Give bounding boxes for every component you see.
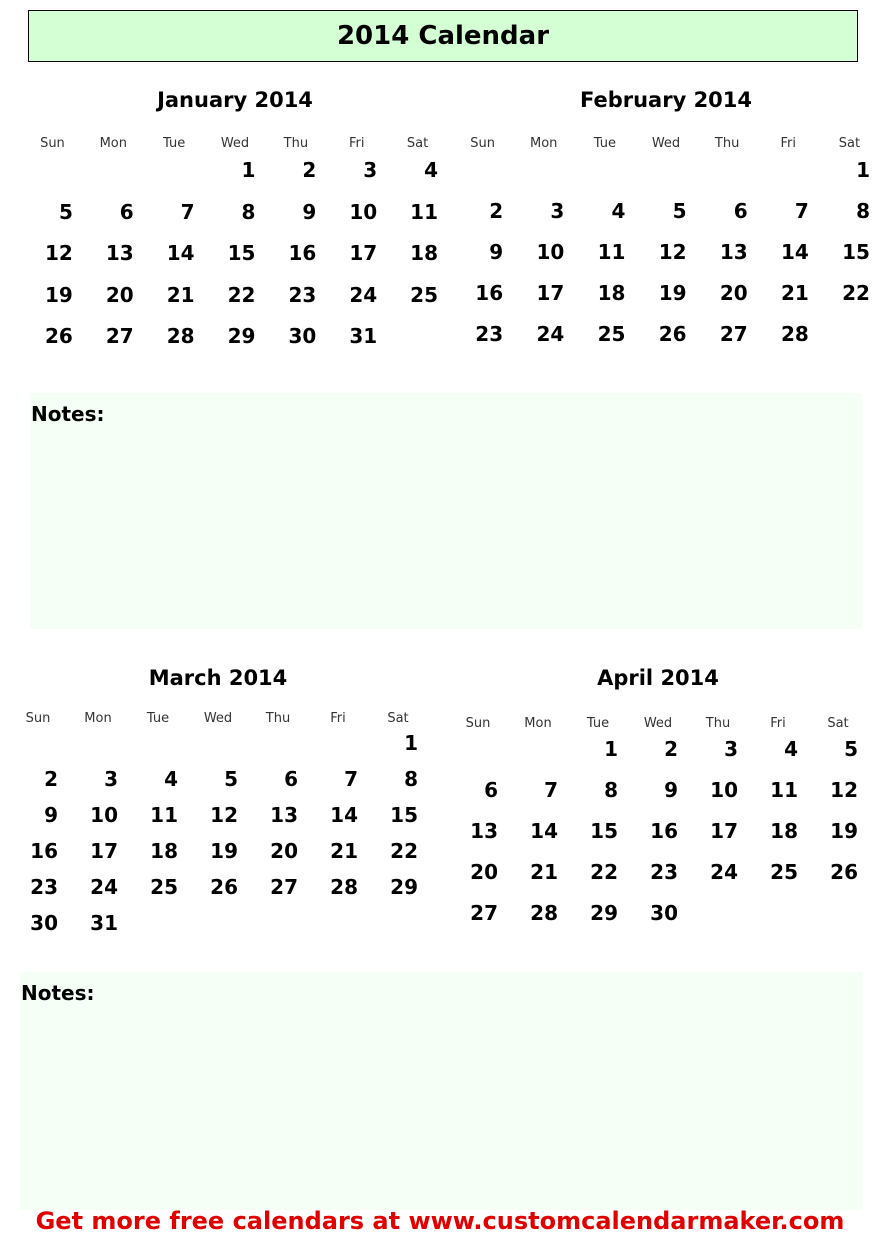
weekday-label: Thu: [283, 136, 309, 151]
week-row: [8, 767, 428, 791]
day-cell: 22: [590, 860, 618, 884]
day-cell: 11: [410, 199, 439, 224]
day-cell: 6: [733, 199, 748, 223]
weekday-label: Tue: [163, 136, 186, 151]
day-cell: 16: [288, 241, 317, 265]
day-cell: 4: [784, 737, 798, 761]
day-cell: 15: [842, 240, 870, 264]
day-cell: 14: [166, 241, 195, 265]
day-cell: 3: [363, 158, 378, 182]
day-cell: 23: [650, 860, 678, 884]
week-row: [448, 860, 868, 884]
day-cell: 11: [597, 240, 626, 264]
day-cell: 10: [536, 240, 565, 264]
day-cell: 28: [330, 875, 358, 899]
day-cell: 8: [241, 199, 256, 224]
day-cell: [448, 737, 508, 761]
week-row: [8, 731, 428, 755]
notes-area[interactable]: [30, 393, 862, 629]
day-cell: 26: [830, 860, 858, 884]
day-cell: 19: [830, 819, 858, 843]
day-cell: 4: [164, 767, 178, 791]
day-cell: 7: [180, 199, 195, 224]
day-cell: 25: [770, 860, 798, 884]
day-cell: [83, 158, 144, 182]
weekday-header-row: [448, 716, 868, 731]
day-cell: [68, 731, 128, 755]
day-cell: [688, 901, 748, 925]
page-title: 2014 Calendar: [28, 10, 858, 62]
day-cell: 5: [672, 199, 687, 223]
day-cell: [697, 158, 758, 182]
day-cell: 13: [719, 240, 748, 264]
day-cell: 26: [658, 322, 687, 346]
weekday-label: Sun: [25, 711, 51, 726]
week-row: [22, 158, 448, 182]
week-row: [22, 324, 448, 348]
day-cell: 15: [227, 241, 256, 265]
day-cell: 1: [604, 737, 618, 761]
day-cell: 6: [484, 778, 498, 802]
day-cell: 18: [150, 839, 178, 863]
day-cell: [748, 901, 808, 925]
day-cell: 20: [719, 281, 748, 305]
week-row: [448, 737, 868, 761]
day-cell: [248, 911, 308, 935]
day-cell: 6: [284, 767, 298, 791]
day-cell: 21: [781, 281, 809, 305]
weekday-label: Fri: [348, 136, 365, 151]
day-cell: 1: [404, 731, 418, 755]
day-cell: 30: [650, 901, 678, 925]
day-cell: 17: [710, 819, 738, 843]
day-cell: 14: [330, 803, 358, 827]
day-cell: 23: [288, 282, 317, 307]
month-title: April 2014: [597, 666, 719, 690]
day-cell: 26: [210, 875, 238, 899]
day-cell: 30: [30, 911, 58, 935]
day-cell: 3: [104, 767, 118, 791]
weekday-header-row: [22, 136, 448, 151]
day-cell: [8, 731, 68, 755]
week-row: [8, 839, 428, 863]
weekday-label: Thu: [705, 716, 731, 731]
weekday-label: Thu: [265, 711, 291, 726]
day-cell: 9: [302, 199, 317, 224]
day-cell: 23: [475, 322, 504, 346]
day-cell: [513, 158, 574, 182]
day-cell: 27: [270, 875, 298, 899]
day-cell: [308, 731, 368, 755]
day-cell: 28: [530, 901, 558, 925]
day-cell: [188, 911, 248, 935]
day-cell: 24: [710, 860, 738, 884]
day-cell: 13: [270, 803, 298, 827]
day-cell: 12: [45, 241, 73, 265]
day-cell: 27: [470, 901, 498, 925]
day-cell: [144, 158, 205, 182]
day-cell: 29: [227, 324, 256, 348]
day-cell: 4: [424, 158, 439, 182]
day-cell: 14: [781, 240, 809, 264]
weekday-label: Wed: [203, 711, 233, 726]
month-february: [452, 88, 880, 363]
day-cell: [368, 911, 428, 935]
day-cell: 29: [590, 901, 618, 925]
day-cell: 18: [770, 819, 798, 843]
day-cell: 23: [30, 875, 58, 899]
month-april: [448, 666, 868, 946]
weekday-label: Wed: [220, 136, 250, 151]
day-cell: 5: [58, 199, 73, 224]
week-row: [448, 901, 868, 925]
day-cell: 19: [45, 282, 73, 307]
day-cell: 17: [349, 241, 378, 265]
day-cell: 10: [349, 199, 378, 224]
day-cell: [808, 901, 868, 925]
weekday-label: Mon: [84, 711, 112, 726]
day-cell: 16: [30, 839, 58, 863]
notes-area[interactable]: [20, 972, 862, 1210]
day-cell: 3: [550, 199, 565, 223]
day-cell: 3: [724, 737, 738, 761]
day-cell: 27: [105, 324, 134, 348]
day-cell: [758, 158, 819, 182]
day-cell: 20: [270, 839, 298, 863]
day-cell: 17: [536, 281, 565, 305]
day-cell: [22, 158, 83, 182]
day-cell: [248, 731, 308, 755]
month-title: March 2014: [148, 666, 288, 690]
weekday-header-row: [452, 136, 880, 151]
week-row: [8, 911, 428, 935]
day-cell: 22: [842, 281, 870, 305]
weekday-label: Fri: [770, 716, 786, 731]
week-row: [452, 199, 880, 223]
day-cell: 5: [224, 767, 238, 791]
day-cell: 21: [530, 860, 558, 884]
month-january: [22, 88, 448, 363]
day-cell: 25: [150, 875, 178, 899]
day-cell: 12: [830, 778, 858, 802]
week-row: [452, 158, 880, 182]
day-cell: 14: [530, 819, 558, 843]
day-cell: 2: [302, 158, 317, 182]
day-cell: 9: [44, 803, 58, 827]
day-cell: 15: [590, 819, 618, 843]
day-cell: 2: [489, 199, 504, 223]
day-cell: 22: [390, 839, 418, 863]
week-row: [448, 819, 868, 843]
day-cell: 6: [119, 199, 134, 224]
day-cell: [128, 911, 188, 935]
notes-label: Notes:: [21, 981, 95, 1005]
week-row: [8, 875, 428, 899]
weekday-label: Mon: [524, 716, 552, 731]
weekday-label: Sun: [40, 136, 65, 151]
day-cell: 5: [844, 737, 858, 761]
weekday-label: Tue: [586, 716, 610, 731]
day-cell: [452, 158, 513, 182]
weekday-label: Sun: [465, 716, 491, 731]
day-cell: 30: [288, 324, 317, 348]
day-cell: 9: [489, 240, 504, 264]
day-cell: 7: [544, 778, 558, 802]
day-cell: 11: [150, 803, 178, 827]
day-cell: 21: [330, 839, 358, 863]
week-row: [22, 241, 448, 265]
day-cell: 18: [410, 241, 439, 265]
day-cell: 13: [470, 819, 498, 843]
day-cell: 31: [90, 911, 118, 935]
weekday-label: Tue: [593, 136, 616, 151]
weekday-label: Sat: [387, 711, 409, 726]
day-cell: [387, 324, 448, 348]
day-cell: 8: [604, 778, 618, 802]
day-cell: 7: [794, 199, 809, 223]
day-cell: 12: [210, 803, 238, 827]
day-cell: 9: [664, 778, 678, 802]
day-cell: 4: [611, 199, 626, 223]
day-cell: [508, 737, 568, 761]
day-cell: 18: [597, 281, 626, 305]
weekday-label: Wed: [651, 136, 681, 151]
weekday-label: Sun: [470, 136, 495, 151]
day-cell: [574, 158, 635, 182]
day-cell: 8: [856, 199, 870, 223]
day-cell: 7: [344, 767, 358, 791]
day-cell: 11: [770, 778, 798, 802]
day-cell: 24: [90, 875, 118, 899]
weekday-label: Sat: [827, 716, 849, 731]
day-cell: 22: [227, 282, 256, 307]
week-row: [22, 200, 448, 224]
week-row: [452, 322, 880, 346]
day-cell: 21: [166, 282, 195, 307]
day-cell: 8: [404, 767, 418, 791]
day-cell: 15: [390, 803, 418, 827]
weekday-label: Mon: [530, 136, 558, 151]
month-march: [8, 666, 428, 946]
weekday-label: Mon: [99, 136, 127, 151]
day-cell: 19: [210, 839, 238, 863]
day-cell: [635, 158, 696, 182]
notes-label: Notes:: [31, 402, 105, 426]
week-row: [448, 778, 868, 802]
day-cell: [308, 911, 368, 935]
day-cell: 10: [710, 778, 738, 802]
day-cell: 28: [781, 322, 809, 346]
weekday-label: Fri: [780, 136, 797, 151]
month-title: January 2014: [157, 88, 313, 112]
day-cell: 26: [45, 324, 73, 348]
day-cell: 29: [390, 875, 418, 899]
week-row: [8, 803, 428, 827]
day-cell: 31: [349, 324, 378, 348]
day-cell: 2: [44, 767, 58, 791]
day-cell: 20: [105, 282, 134, 307]
day-cell: 19: [658, 281, 687, 305]
week-row: [452, 240, 880, 264]
day-cell: 16: [475, 281, 504, 305]
weekday-label: Sat: [406, 136, 429, 151]
day-cell: 25: [597, 322, 626, 346]
weekday-label: Thu: [714, 136, 740, 151]
day-cell: 25: [410, 282, 439, 307]
month-title: February 2014: [579, 88, 753, 112]
day-cell: [819, 322, 880, 346]
footer-link[interactable]: Get more free calendars at www.customcalendarmaker.com: [35, 1207, 845, 1235]
week-row: [452, 281, 880, 305]
weekday-label: Fri: [330, 711, 346, 726]
day-cell: 1: [856, 158, 870, 182]
day-cell: 24: [349, 282, 378, 307]
day-cell: 10: [90, 803, 118, 827]
weekday-label: Tue: [146, 711, 170, 726]
day-cell: 2: [664, 737, 678, 761]
weekday-header-row: [8, 711, 428, 726]
day-cell: 12: [658, 240, 687, 264]
day-cell: 1: [241, 158, 256, 182]
week-row: [22, 283, 448, 307]
weekday-label: Wed: [643, 716, 673, 731]
day-cell: [128, 731, 188, 755]
day-cell: 27: [719, 322, 748, 346]
day-cell: 24: [536, 322, 565, 346]
day-cell: 28: [166, 324, 195, 348]
day-cell: 16: [650, 819, 678, 843]
day-cell: [188, 731, 248, 755]
day-cell: 20: [470, 860, 498, 884]
day-cell: 13: [105, 241, 134, 265]
day-cell: 17: [90, 839, 118, 863]
weekday-label: Sat: [838, 136, 861, 151]
